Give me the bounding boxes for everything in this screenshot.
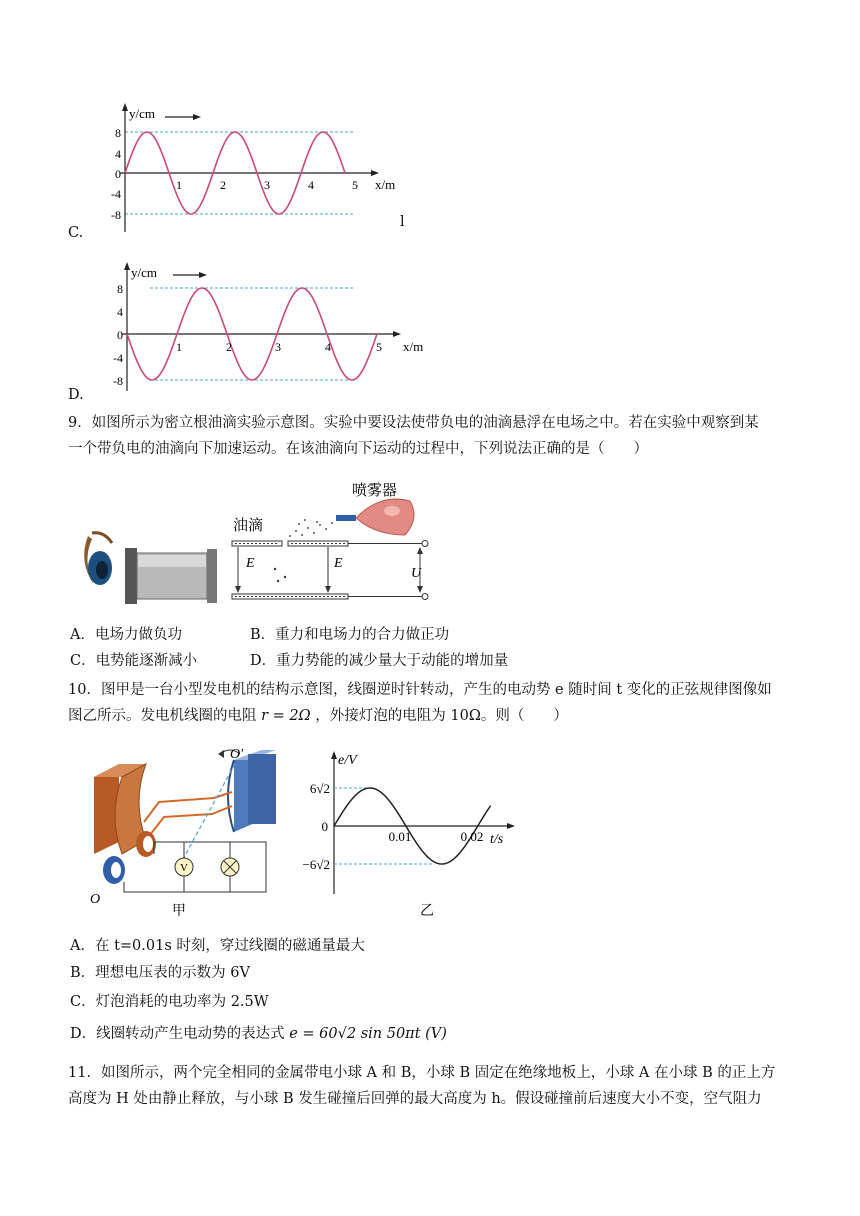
graph-d-ytick: -4: [113, 351, 123, 365]
label-o: O: [90, 892, 101, 907]
microscope-tube-icon: [125, 548, 217, 604]
emf-chart-xtick: 0.02: [460, 829, 484, 844]
graph-c-ytick: -4: [111, 187, 121, 201]
graph-d-xtick: 5: [376, 340, 382, 354]
stray-mark: l: [400, 214, 405, 230]
option-c-letter: C.: [68, 225, 84, 241]
q9-option-a: A．电场力做负功: [70, 627, 182, 643]
graph-d-ytick: 0: [117, 328, 123, 342]
graph-d-ytick: 8: [117, 282, 123, 296]
q10-option-d-text: D．线圈转动产生电动势的表达式: [70, 1026, 285, 1042]
graph-c-xlabel: x/m: [375, 177, 396, 192]
q10-option-a: A．在 t=0.01s 时刻，穿过线圈的磁通量最大: [70, 938, 365, 954]
caption-yi: 乙: [420, 904, 434, 919]
graph-c-ytick: 8: [115, 126, 121, 140]
graph-c-ytick: 4: [115, 147, 121, 161]
emf-chart-yi: [284, 742, 524, 922]
label-voltage-u: U: [411, 566, 422, 581]
q10-option-b: B．理想电压表的示数为 6V: [70, 965, 250, 981]
emf-chart-xtick: 0.01: [388, 829, 412, 844]
graph-c-xtick: 4: [308, 178, 314, 192]
graph-c-xtick: 3: [264, 178, 270, 192]
emf-chart-ytick: −6√2: [302, 857, 330, 872]
q10-option-d: [70, 1024, 447, 1044]
q10-stem-text: ，外接灯泡的电阻为 10Ω。则（ ）: [315, 708, 568, 724]
emf-chart-ytick: 0: [321, 819, 328, 834]
emf-chart-ylabel: e/V: [338, 753, 357, 768]
label-field-e: E: [246, 556, 255, 571]
voltmeter-symbol: V: [180, 862, 188, 874]
q9-stem-line1: 9．如图所示为密立根油滴实验示意图。实验中要设法使带负电的油滴悬浮在电场之中。若在实验中观察到某: [68, 415, 759, 431]
graph-d-xtick: 2: [226, 340, 232, 354]
millikan-apparatus-figure: [70, 473, 440, 608]
q10-stem-line1: 10．图甲是一台小型发电机的结构示意图，线圈逆时针转动，产生的电动势 e 随时间 t 变化的正弦规律图像如: [68, 682, 772, 698]
label-o-prime: O′: [230, 747, 244, 762]
graph-c-ytick: -8: [111, 208, 121, 222]
graph-c-xtick: 2: [220, 178, 226, 192]
emf-chart-xlabel: t/s: [490, 832, 504, 847]
q11-stem-line1: 11．如图所示，两个完全相同的金属带电小球 A 和 B，小球 B 固定在绝缘地板上，小球 A 在小球 B 的正上方: [68, 1065, 776, 1081]
q9-option-b: B．重力和电场力的合力做正功: [250, 627, 450, 643]
oil-droplets: [274, 519, 333, 582]
coil-loop: [144, 750, 240, 872]
graph-d-xtick: 3: [275, 340, 281, 354]
eye-icon: [84, 533, 112, 585]
graph-d-xtick: 1: [176, 340, 182, 354]
label-oil-drop: 油滴: [233, 518, 264, 534]
emf-chart-ytick: 6√2: [309, 781, 330, 796]
q9-option-d: D．重力势能的减少量大于动能的增加量: [250, 653, 509, 669]
sprayer-icon: [336, 499, 414, 535]
q9-option-c: C．电势能逐渐减小: [70, 653, 198, 669]
graph-c-ytick: 0: [115, 167, 121, 181]
label-field-e: E: [334, 556, 343, 571]
q9-stem-line2: 一个带负电的油滴向下加速运动。在该油滴向下运动的过程中，下列说法正确的是（ ）: [68, 441, 648, 457]
graph-c-ylabel: y/cm: [129, 106, 155, 121]
magnet-s-icon: [228, 750, 276, 832]
graph-d-ytick: -8: [113, 374, 123, 388]
graph-d-xtick: 4: [325, 340, 331, 354]
graph-d-ytick: 4: [117, 305, 123, 319]
graph-c-xtick: 1: [176, 178, 182, 192]
option-d-letter: D.: [68, 387, 84, 403]
wave-graph-c: [95, 100, 435, 240]
q10-emf-formula: e = 60√2 sin 50πt (V): [289, 1026, 447, 1042]
label-sprayer: 喷雾器: [352, 483, 398, 499]
q10-option-c: C．灯泡消耗的电功率为 2.5W: [70, 994, 269, 1010]
graph-c-xtick: 5: [352, 178, 358, 192]
graph-d-xlabel: x/m: [403, 339, 424, 354]
wave-graph-d: [95, 256, 445, 396]
q10-stem-text: 图乙所示。发电机线圈的电阻: [68, 708, 257, 724]
generator-figure-jia: [84, 742, 294, 922]
caption-jia: 甲: [172, 904, 186, 919]
graph-d-ylabel: y/cm: [131, 265, 157, 280]
q11-stem-line2: 高度为 H 处由静止释放，与小球 B 发生碰撞后回弹的最大高度为 h。假设碰撞前后速度大小不变，空气阻力: [68, 1091, 762, 1107]
q10-resistance-formula: r = 2Ω: [261, 708, 311, 724]
q10-stem-line2: [68, 706, 568, 726]
